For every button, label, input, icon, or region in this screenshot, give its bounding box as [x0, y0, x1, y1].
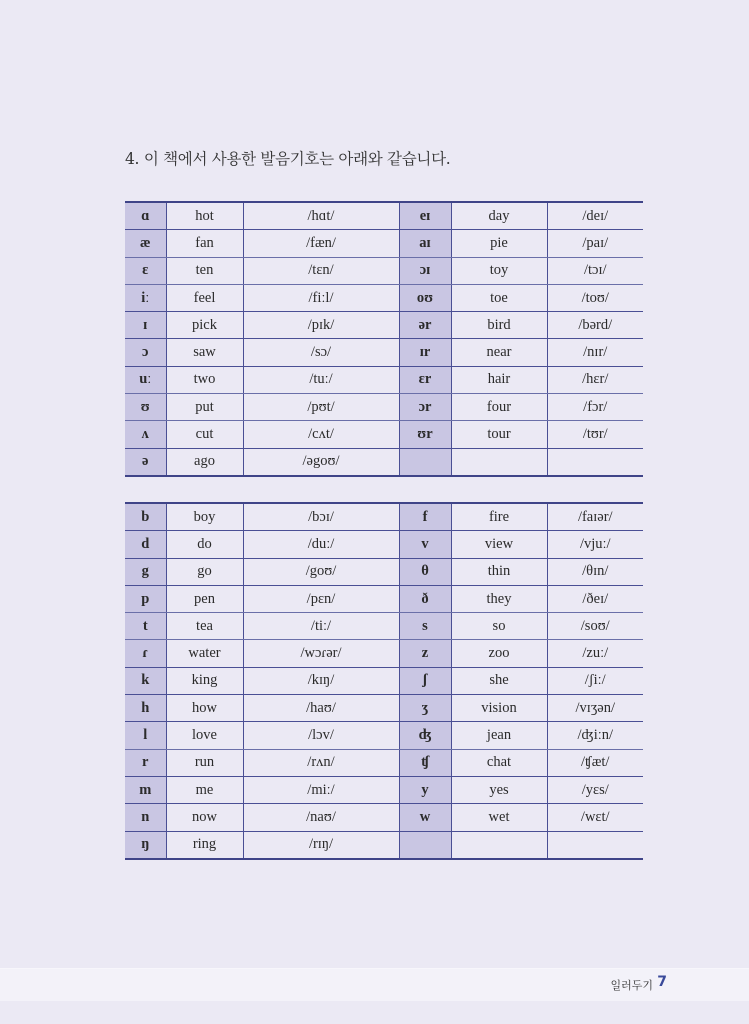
ipa-symbol-cell: ð — [399, 585, 451, 612]
example-word-cell: do — [166, 531, 243, 558]
example-word-cell: they — [451, 585, 547, 612]
pronunciation-cell: /tɛn/ — [243, 257, 399, 284]
ipa-symbol-cell: ɪr — [399, 339, 451, 366]
pronunciation-cell: /paɪ/ — [547, 230, 643, 257]
pronunciation-cell: /miː/ — [243, 776, 399, 803]
example-word-cell: tour — [451, 421, 547, 448]
pronunciation-cell: /haʊ/ — [243, 695, 399, 722]
section-heading: 4. 이 책에서 사용한 발음기호는 아래와 같습니다. — [125, 150, 451, 168]
ipa-symbol-cell: aɪ — [399, 230, 451, 257]
pronunciation-cell: /hɑt/ — [243, 202, 399, 230]
table-row — [125, 640, 643, 667]
ipa-symbol-cell: ɑ — [125, 202, 166, 230]
ipa-symbol-cell: ə — [125, 448, 166, 476]
ipa-symbol-cell — [399, 831, 451, 859]
table-row — [125, 339, 643, 366]
ipa-symbol-cell: p — [125, 585, 166, 612]
example-word-cell: she — [451, 667, 547, 694]
example-word-cell: view — [451, 531, 547, 558]
ipa-symbol-cell: ʌ — [125, 421, 166, 448]
ipa-symbol-cell: t — [125, 613, 166, 640]
pronunciation-cell: /ʧæt/ — [547, 749, 643, 776]
table-row — [125, 394, 643, 421]
ipa-symbol-cell: ɛr — [399, 366, 451, 393]
example-word-cell: ring — [166, 831, 243, 859]
table-row — [125, 558, 643, 585]
pronunciation-cell: /duː/ — [243, 531, 399, 558]
ipa-symbol-cell: d — [125, 531, 166, 558]
table-row — [125, 421, 643, 448]
pronunciation-cell: /tʊr/ — [547, 421, 643, 448]
example-word-cell: go — [166, 558, 243, 585]
ipa-symbol-cell: g — [125, 558, 166, 585]
example-word-cell: king — [166, 667, 243, 694]
pronunciation-cell: /lɔv/ — [243, 722, 399, 749]
vowel-table-body — [125, 202, 643, 476]
example-word-cell: pick — [166, 312, 243, 339]
pronunciation-cell: /kɪŋ/ — [243, 667, 399, 694]
pronunciation-cell: /toʊ/ — [547, 284, 643, 311]
pronunciation-cell: /hɛr/ — [547, 366, 643, 393]
ipa-symbol-cell: ʧ — [399, 749, 451, 776]
table-row — [125, 366, 643, 393]
table-row — [125, 804, 643, 831]
ipa-symbol-cell: ʃ — [399, 667, 451, 694]
ipa-symbol-cell: ʒ — [399, 695, 451, 722]
ipa-symbol-cell: ʤ — [399, 722, 451, 749]
example-word-cell: fan — [166, 230, 243, 257]
pronunciation-cell: /nɪr/ — [547, 339, 643, 366]
table-row — [125, 667, 643, 694]
page-number: 7 — [657, 974, 667, 990]
ipa-symbol-cell: ʊ — [125, 394, 166, 421]
ipa-symbol-cell: ɔr — [399, 394, 451, 421]
example-word-cell: four — [451, 394, 547, 421]
example-word-cell: two — [166, 366, 243, 393]
example-word-cell: toe — [451, 284, 547, 311]
ipa-symbol-cell: æ — [125, 230, 166, 257]
example-word-cell: yes — [451, 776, 547, 803]
example-word-cell: day — [451, 202, 547, 230]
example-word-cell — [451, 448, 547, 476]
pronunciation-cell: /deɪ/ — [547, 202, 643, 230]
ipa-symbol-cell: h — [125, 695, 166, 722]
pronunciation-cell: /vɪʒən/ — [547, 695, 643, 722]
pronunciation-cell: /tiː/ — [243, 613, 399, 640]
table-row — [125, 312, 643, 339]
ipa-symbol-cell: uː — [125, 366, 166, 393]
pronunciation-cell: /fɔr/ — [547, 394, 643, 421]
pronunciation-cell: /yɛs/ — [547, 776, 643, 803]
ipa-symbol-cell: ɪ — [125, 312, 166, 339]
ipa-symbol-cell: ŋ — [125, 831, 166, 859]
pronunciation-cell: /bərd/ — [547, 312, 643, 339]
example-word-cell: zoo — [451, 640, 547, 667]
ipa-symbol-cell: iː — [125, 284, 166, 311]
example-word-cell: chat — [451, 749, 547, 776]
example-word-cell: put — [166, 394, 243, 421]
ipa-symbol-cell: θ — [399, 558, 451, 585]
table-row — [125, 448, 643, 476]
example-word-cell: bird — [451, 312, 547, 339]
ipa-symbol-cell: ɔɪ — [399, 257, 451, 284]
example-word-cell: tea — [166, 613, 243, 640]
example-word-cell: wet — [451, 804, 547, 831]
example-word-cell — [451, 831, 547, 859]
table-row — [125, 722, 643, 749]
example-word-cell: pie — [451, 230, 547, 257]
table-row — [125, 531, 643, 558]
pronunciation-cell: /zuː/ — [547, 640, 643, 667]
pronunciation-cell: /soʊ/ — [547, 613, 643, 640]
consonant-symbol-table — [125, 502, 643, 860]
pronunciation-cell: /rɪŋ/ — [243, 831, 399, 859]
table-row — [125, 749, 643, 776]
pronunciation-cell: /pɪk/ — [243, 312, 399, 339]
example-word-cell: hot — [166, 202, 243, 230]
ipa-symbol-cell: v — [399, 531, 451, 558]
ipa-symbol-cell: w — [399, 804, 451, 831]
pronunciation-cell: /rʌn/ — [243, 749, 399, 776]
pronunciation-cell: /naʊ/ — [243, 804, 399, 831]
example-word-cell: how — [166, 695, 243, 722]
ipa-symbol-cell: ʊr — [399, 421, 451, 448]
pronunciation-cell: /goʊ/ — [243, 558, 399, 585]
pronunciation-cell: /tuː/ — [243, 366, 399, 393]
example-word-cell: me — [166, 776, 243, 803]
pronunciation-cell: /pɛn/ — [243, 585, 399, 612]
consonant-table-body — [125, 503, 643, 859]
pronunciation-cell: /sɔ/ — [243, 339, 399, 366]
pronunciation-cell: /ʃiː/ — [547, 667, 643, 694]
table-row — [125, 695, 643, 722]
ipa-symbol-cell: l — [125, 722, 166, 749]
example-word-cell: run — [166, 749, 243, 776]
ipa-symbol-cell: z — [399, 640, 451, 667]
ipa-symbol-cell: ər — [399, 312, 451, 339]
ipa-symbol-cell: m — [125, 776, 166, 803]
ipa-symbol-cell: ɾ — [125, 640, 166, 667]
pronunciation-cell: /əgoʊ/ — [243, 448, 399, 476]
pronunciation-cell — [547, 448, 643, 476]
pronunciation-cell: /wɛt/ — [547, 804, 643, 831]
pronunciation-cell: /fæn/ — [243, 230, 399, 257]
pronunciation-cell: /faɪər/ — [547, 503, 643, 531]
example-word-cell: now — [166, 804, 243, 831]
table-row — [125, 284, 643, 311]
pronunciation-cell — [547, 831, 643, 859]
pronunciation-cell: /cʌt/ — [243, 421, 399, 448]
pronunciation-cell: /tɔɪ/ — [547, 257, 643, 284]
ipa-symbol-cell: b — [125, 503, 166, 531]
ipa-symbol-cell: r — [125, 749, 166, 776]
table-row — [125, 503, 643, 531]
example-word-cell: hair — [451, 366, 547, 393]
example-word-cell: thin — [451, 558, 547, 585]
table-row — [125, 585, 643, 612]
ipa-symbol-cell: y — [399, 776, 451, 803]
table-row — [125, 202, 643, 230]
pronunciation-cell: /θɪn/ — [547, 558, 643, 585]
table-row — [125, 613, 643, 640]
example-word-cell: near — [451, 339, 547, 366]
pronunciation-cell: /wɔɾər/ — [243, 640, 399, 667]
example-word-cell: so — [451, 613, 547, 640]
example-word-cell: jean — [451, 722, 547, 749]
example-word-cell: boy — [166, 503, 243, 531]
vowel-symbol-table — [125, 201, 643, 477]
ipa-symbol-cell: ɛ — [125, 257, 166, 284]
ipa-symbol-cell: n — [125, 804, 166, 831]
example-word-cell: feel — [166, 284, 243, 311]
pronunciation-cell: /bɔɪ/ — [243, 503, 399, 531]
pronunciation-cell: /fiːl/ — [243, 284, 399, 311]
ipa-symbol-cell: k — [125, 667, 166, 694]
ipa-symbol-cell: s — [399, 613, 451, 640]
example-word-cell: cut — [166, 421, 243, 448]
pronunciation-cell: /ʤiːn/ — [547, 722, 643, 749]
ipa-symbol-cell — [399, 448, 451, 476]
ipa-symbol-cell: f — [399, 503, 451, 531]
footer-section-label: 일러두기 — [610, 979, 653, 992]
ipa-symbol-cell: eɪ — [399, 202, 451, 230]
table-row — [125, 230, 643, 257]
example-word-cell: saw — [166, 339, 243, 366]
example-word-cell: fire — [451, 503, 547, 531]
table-row — [125, 257, 643, 284]
example-word-cell: pen — [166, 585, 243, 612]
pronunciation-cell: /vjuː/ — [547, 531, 643, 558]
example-word-cell: love — [166, 722, 243, 749]
example-word-cell: vision — [451, 695, 547, 722]
example-word-cell: toy — [451, 257, 547, 284]
example-word-cell: ago — [166, 448, 243, 476]
table-row — [125, 776, 643, 803]
example-word-cell: water — [166, 640, 243, 667]
pronunciation-cell: /ðeɪ/ — [547, 585, 643, 612]
ipa-symbol-cell: ɔ — [125, 339, 166, 366]
pronunciation-cell: /pʊt/ — [243, 394, 399, 421]
example-word-cell: ten — [166, 257, 243, 284]
table-row — [125, 831, 643, 859]
ipa-symbol-cell: oʊ — [399, 284, 451, 311]
